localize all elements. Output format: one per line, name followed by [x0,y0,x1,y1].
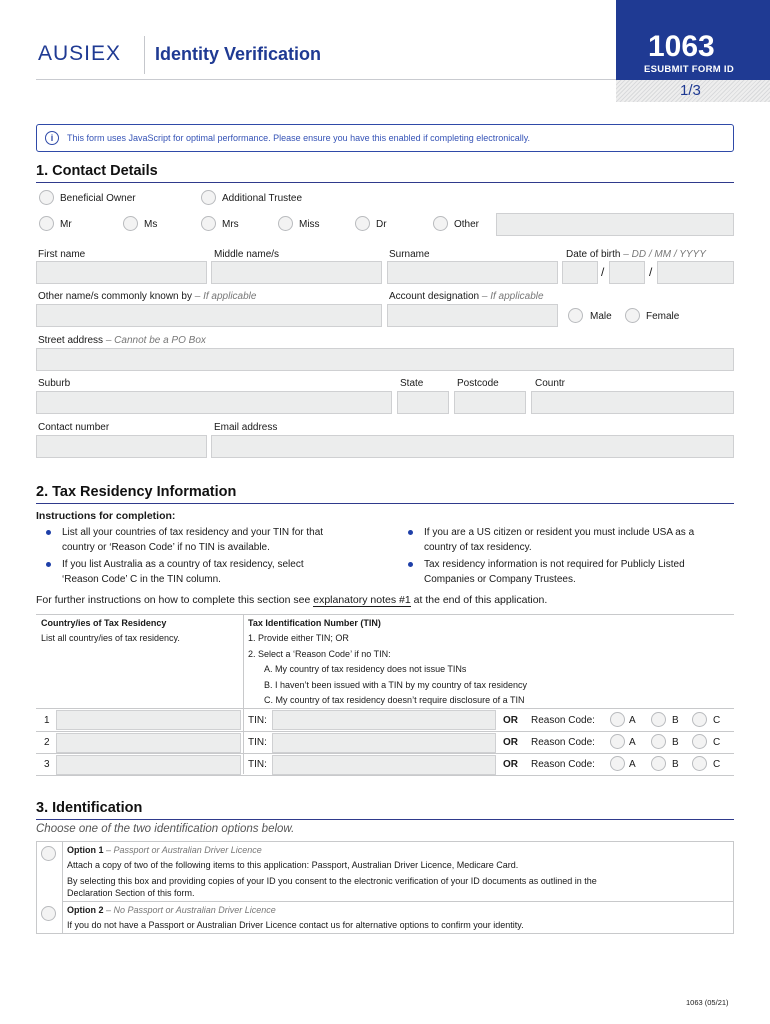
street-label [38,335,206,346]
tin-row-2-field[interactable] [272,733,496,753]
code-a-label: A [629,737,636,748]
surname-field[interactable] [387,261,558,284]
options-box-right [733,841,734,934]
further-pre: For further instructions on how to complete this section see [36,594,311,606]
tin-label: TIN: [248,715,267,726]
account-designation-hint: – If applicable [481,291,544,302]
country-row-1-field[interactable] [56,710,241,730]
dob-separator-2: / [649,265,653,279]
instruction-left-1a: List all your countries of tax residency and your TIN for that [62,527,324,538]
header-divider [144,36,145,74]
street-label-text: Street address [38,335,104,346]
dob-day-field[interactable] [562,261,598,284]
reason-a-row-2-radio[interactable] [610,734,625,749]
reason-b-row-1-radio[interactable] [651,712,666,727]
code-c-label: C [713,759,721,770]
instruction-right-1b: country of tax residency. [424,542,532,553]
code-b-label: B [672,737,679,748]
country-field[interactable] [531,391,734,414]
form-id-box [616,0,770,80]
options-box-top [36,841,734,842]
other-names-hint: – If applicable [194,291,257,302]
table-header-rule [36,708,734,709]
tin-label: TIN: [248,737,267,748]
dob-separator-1: / [601,265,605,279]
street-hint: – Cannot be a PO Box [105,335,206,346]
col2-line-2: 2. Select a ‘Reason Code’ if no TIN: [248,649,391,659]
col2-line-c: C. My country of tax residency doesn’t require disclosure of a TIN [264,695,525,705]
dob-label [566,249,706,260]
country-label: Countr [535,378,566,389]
instruction-left-2a: If you list Australia as a country of tax residency, select [62,559,304,570]
bullet-icon [46,562,51,567]
reason-c-row-1-radio[interactable] [692,712,707,727]
tax-heading: 2. Tax Residency Information [36,484,237,500]
instructions-title: Instructions for completion: [36,510,176,522]
instruction-right-2a: Tax residency information is not required for Publicly Listed [424,559,685,570]
option-1-hint: – Passport or Australian Driver Licence [106,845,262,855]
col2-line-b: B. I haven’t been issued with a TIN by my country of tax residency [264,680,527,690]
dob-month-field[interactable] [609,261,645,284]
option-2-hint: – No Passport or Australian Driver Licence [106,905,276,915]
contact-heading: 1. Contact Details [36,163,158,179]
explanatory-notes-link[interactable]: explanatory notes #1 [313,594,411,606]
additional-trustee-label: Additional Trustee [222,193,303,204]
option-1-radio[interactable] [41,846,56,861]
row-number: 2 [44,737,50,748]
gender-male-label: Male [590,311,612,322]
street-field[interactable] [36,348,734,371]
reason-c-row-2-radio[interactable] [692,734,707,749]
middle-name-label: Middle name/s [214,249,280,260]
option-1-line-1: Attach a copy of two of the following items to this application: Passport, Australian Driver Licence, Medicare Card. [67,860,519,870]
col2-line-1: 1. Provide either TIN; OR [248,633,349,643]
contact-number-field[interactable] [36,435,207,458]
option-1-title-text: Option 1 [67,845,104,855]
code-c-label: C [713,715,721,726]
tin-label: TIN: [248,759,267,770]
or-label: OR [503,715,518,726]
code-c-label: C [713,737,721,748]
code-b-label: B [672,759,679,770]
col2-line-a: A. My country of tax residency does not issue TINs [264,664,467,674]
options-box-bottom [36,933,734,934]
tax-heading-rule [36,503,734,504]
identification-subtitle: Choose one of the two identification options below. [36,823,295,835]
options-divider [62,901,734,902]
other-names-label [38,291,256,302]
identification-heading: 3. Identification [36,800,143,816]
table-top-rule [36,614,734,615]
option-2-title-text: Option 2 [67,905,104,915]
row-number: 1 [44,715,50,726]
account-designation-label-text: Account designation [389,291,480,302]
reason-code-label: Reason Code: [531,737,595,748]
first-name-label: First name [38,249,86,260]
further-instructions [36,594,547,606]
title-other-field[interactable] [496,213,734,236]
dob-year-field[interactable] [657,261,734,284]
additional-trustee-radio[interactable] [201,190,216,205]
row-number: 3 [44,759,50,770]
contact-number-label: Contact number [38,422,110,433]
options-box-mid [62,841,63,934]
table-bottom-rule [36,775,734,776]
gender-female-radio[interactable] [625,308,640,323]
suburb-field[interactable] [36,391,392,414]
gender-female-label: Female [646,311,680,322]
reason-a-row-1-radio[interactable] [610,712,625,727]
email-label: Email address [214,422,278,433]
title-dr-radio[interactable] [355,216,370,231]
beneficial-owner-label: Beneficial Owner [60,193,136,204]
tin-row-1-field[interactable] [272,710,496,730]
form-id-number: 1063 [648,30,715,63]
reason-code-label: Reason Code: [531,715,595,726]
first-name-field[interactable] [36,261,207,284]
title-miss-radio[interactable] [278,216,293,231]
title-miss-label: Miss [299,219,320,230]
options-box-left [36,841,37,934]
reason-code-label: Reason Code: [531,759,595,770]
email-field[interactable] [211,435,734,458]
col1-title: Country/ies of Tax Residency [41,618,167,628]
country-row-3-field[interactable] [56,755,241,775]
reason-a-row-3-radio[interactable] [610,756,625,771]
other-names-field[interactable] [36,304,382,327]
form-id-label: ESUBMIT FORM ID [644,64,734,75]
bullet-icon [408,562,413,567]
title-other-label: Other [454,219,480,230]
option-2-line-1: If you do not have a Passport or Australian Driver Licence contact us for alternative options to confirm your identity. [67,920,524,930]
reason-c-row-3-radio[interactable] [692,756,707,771]
other-names-label-text: Other name/s commonly known by [38,291,192,302]
gender-male-radio[interactable] [568,308,583,323]
middle-name-field[interactable] [211,261,382,284]
col2-title: Tax Identification Number (TIN) [248,618,381,628]
title-mrs-radio[interactable] [201,216,216,231]
code-a-label: A [629,715,636,726]
code-a-label: A [629,759,636,770]
title-mrs-label: Mrs [222,219,239,230]
option-1-line-3: Declaration Section of this form. [67,888,195,898]
or-label: OR [503,737,518,748]
notice-text: This form uses JavaScript for optimal performance. Please ensure you have this enabled if completing electronically. [67,133,531,143]
state-field[interactable] [397,391,449,414]
logo: AUSIEX [38,42,122,65]
tin-row-3-field[interactable] [272,755,496,775]
option-1-line-2: By selecting this box and providing copies of your ID you consent to the electronic verification of your ID documents as outlined in the [67,876,597,886]
surname-label: Surname [389,249,430,260]
page-number: 1/3 [680,82,701,99]
col1-subtitle: List all country/ies of tax residency. [41,633,180,643]
reason-b-row-2-radio[interactable] [651,734,666,749]
dob-hint: – DD / MM / YYYY [623,249,706,260]
title-ms-label: Ms [144,219,158,230]
reason-b-row-3-radio[interactable] [651,756,666,771]
bullet-icon [46,530,51,535]
title-ms-radio[interactable] [123,216,138,231]
identification-heading-rule [36,819,734,820]
postcode-label: Postcode [457,378,499,389]
option-2-title [67,905,276,915]
header-rule [36,79,616,80]
or-label: OR [503,759,518,770]
title-other-radio[interactable] [433,216,448,231]
instruction-right-1a: If you are a US citizen or resident you must include USA as a [424,527,695,538]
table-row-rule [36,753,734,754]
table-vertical-rule [243,614,244,774]
title-mr-label: Mr [60,219,72,230]
option-2-radio[interactable] [41,906,56,921]
info-icon: i [45,131,59,145]
table-row-rule [36,731,734,732]
option-1-title [67,845,262,855]
footer-form-code: 1063 (05/21) [686,998,729,1007]
account-designation-label [389,291,544,302]
account-designation-field[interactable] [387,304,558,327]
instruction-left-2b: ‘Reason Code’ C in the TIN column. [62,574,221,585]
postcode-field[interactable] [454,391,526,414]
dob-label-text: Date of birth [566,249,621,260]
state-label: State [400,378,424,389]
instruction-left-1b: country or ‘Reason Code’ if no TIN is available. [62,542,270,553]
javascript-notice [36,124,734,152]
title-dr-label: Dr [376,219,387,230]
country-row-2-field[interactable] [56,733,241,753]
code-b-label: B [672,715,679,726]
instruction-right-2b: Companies or Company Trustees. [424,574,576,585]
contact-heading-rule [36,182,734,183]
title-mr-radio[interactable] [39,216,54,231]
beneficial-owner-radio[interactable] [39,190,54,205]
further-post: at the end of this application. [413,594,548,606]
bullet-icon [408,530,413,535]
page-title: Identity Verification [155,44,322,64]
suburb-label: Suburb [38,378,71,389]
